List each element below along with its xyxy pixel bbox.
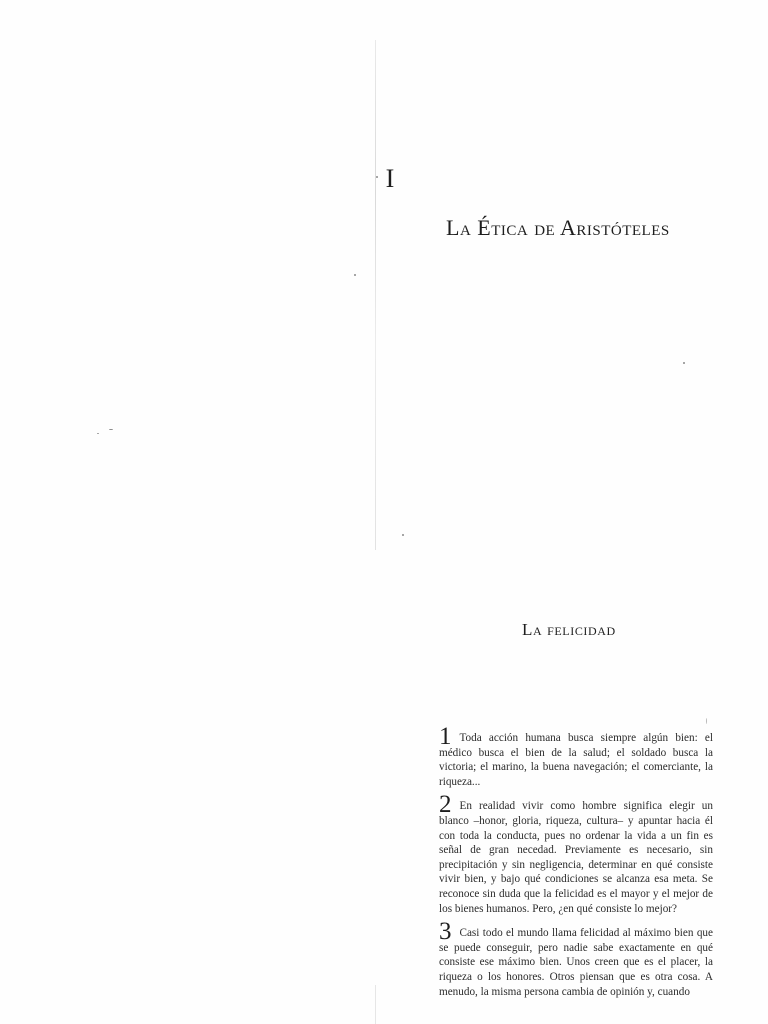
- scan-speck: [97, 433, 99, 434]
- paragraph: [439, 791, 713, 916]
- scan-gutter-line: [375, 40, 376, 550]
- scan-speck: [109, 429, 113, 430]
- paragraph-number: 3: [439, 918, 452, 946]
- paragraph-text: Toda acción humana busca siempre algún bien: el médico busca el bien de la salud; el soldado busca la victoria; el marino, la buena navegación; el comerciante, la riqueza...: [439, 732, 713, 788]
- scan-speck: [402, 534, 404, 536]
- chapter-number-text: I: [385, 164, 395, 193]
- chapter-title: La Ética de Aristóteles: [446, 215, 670, 240]
- scan-speck: [706, 718, 707, 724]
- paragraph-number: 1: [439, 723, 452, 750]
- paragraph: [439, 723, 713, 789]
- paragraph: [439, 918, 713, 999]
- scan-gutter-line-lower: [375, 985, 376, 1024]
- chapter-number: [0, 164, 768, 194]
- paragraph-number: 2: [439, 791, 452, 819]
- paragraph-text: En realidad vivir como hombre significa elegir un blanco –honor, gloria, riqueza, cultura– y apuntar hacia él con toda la conducta, pues no ordenar la vida a un fin es señal de gran necedad. Previamente es necesario, sin precipitación y sin negligencia, determinar en qué consiste vivir bien, y bajo qué condiciones se alcanza esa meta. Se reconoce sin duda que la felicidad es el mayor y el mejor de los bienes humanos. Pero, ¿en qué consiste lo mejor?: [439, 800, 713, 915]
- scan-speck: [354, 274, 356, 276]
- body-text: [439, 723, 713, 1008]
- section-title: La felicidad: [522, 620, 616, 639]
- paragraph-text: Casi todo el mundo llama felicidad al máximo bien que se puede conseguir, pero nadie sabe exactamente en qué consiste ese máximo bien. Unos creen que es el placer, la riqueza o los honores. Otros piensan que es otra cosa. A menudo, la misma persona cambia de opinión y, cuando: [439, 927, 713, 998]
- scan-speck: [683, 362, 685, 364]
